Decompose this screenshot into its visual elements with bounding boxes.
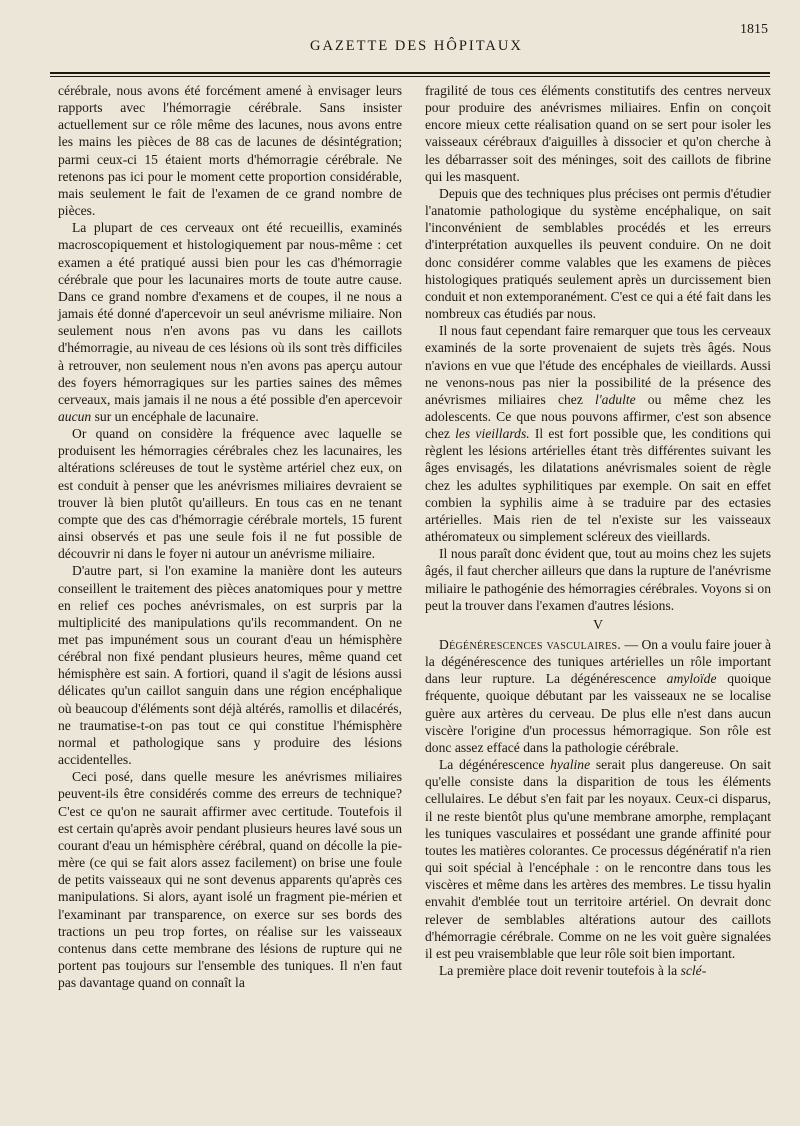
paragraph: Il nous faut cependant faire remarquer que tous les cerveaux examinés de la sorte provenaient de sujets très âgés. Nous n'avions en vue que l'étude des encéphales de vieillards. Aussi ne venons-nous pas nier la possibilité de la présence des anévrismes miliaires chez l'adulte ou même chez les adolescents. Ce que nous pouvons affirmer, c'est son absence chez les vieillards. Il est fort possible que, les conditions qui règlent les lésions artérielles étant très différentes suivant les âges envisagés, les dilatations anévrismales soient de règle chez les adultes syphilitiques par exemple. On sait en effet combien la syphilis aime à se traduire par des ectasies artérielles. Mais rien de tel n'existe sur les vaisseaux athéromateux ou simplement scléreux des vieillards. bbox=[425, 323, 771, 545]
right-column bbox=[425, 82, 771, 979]
paragraph: Or quand on considère la fréquence avec laquelle se produisent les hémorragies cérébrales chez les lacunaires, les altérations scléreuses de tout le système artériel chez eux, on est conduit à penser que les anévrismes miliaires devraient se trouver là bien plutôt qu'ailleurs. En tous cas en ne tenant compte que des cas d'hémorragie cérébrale mortels, 15 furent ainsi observés et pas une seule fois il ne fut possible de découvrir ni dans le foyer ni autour un anévrisme miliaire. bbox=[58, 426, 402, 562]
section-number: V bbox=[593, 616, 603, 632]
section-heading: Dégénérescences vasculaires. bbox=[439, 637, 622, 652]
page-number: 1815 bbox=[740, 22, 768, 37]
paragraph: La plupart de ces cerveaux ont été recueillis, examinés macroscopiquement et histologiquement par nous-même : cet examen a été pratiqué aussi bien pour les cas d'hémorragie cérébrale que pour les lacunaires morts de toute autre cause. Dans ce grand nombre d'examens et de coupes, il ne nous a jamais été donné d'apercevoir un seul anévrisme miliaire. Non seulement nous n'en avons pas vu dans les caillots d'hémorragie, au niveau de ces lésions où ils sont très difficiles à retrouver, non seulement nous n'en avons pas aperçu autour des foyers hémorragiques sur les parties saines des mêmes cerveaux, mais jamais il ne nous a été possible d'en apercevoir aucun sur un encéphale de lacunaire. bbox=[58, 220, 402, 424]
journal-title: GAZETTE DES HÔPITAUX bbox=[310, 38, 523, 54]
paragraph: Dégénérescences vasculaires. — On a voulu faire jouer à la dégénérescence des tuniques artérielles un rôle important dans leur rupture. La dégénérescence amyloïde quoique fréquente, quoique débutant par les vaisseaux ne se localise guère aux artères du cerveau. De plus elle n'est dans aucun viscère l'origine d'un processus hémorragique. Son rôle est donc assez effacé dans la pathologie cérébrale. bbox=[425, 637, 771, 755]
left-column bbox=[58, 82, 402, 991]
paragraph: Il nous paraît donc évident que, tout au moins chez les sujets âgés, il faut chercher ailleurs que dans la rupture de l'anévrisme miliaire le pathogénie des hémorragies cérébrales. Voyons si on peut la trouver dans l'examen d'autres lésions. bbox=[425, 546, 771, 613]
running-head bbox=[40, 18, 778, 58]
header-rule-thin bbox=[50, 76, 770, 77]
paragraph: Depuis que des techniques plus précises ont permis d'étudier l'anatomie pathologique du système encéphalique, on sait l'inconvénient de semblables procédés et les erreurs d'interprétation auxquelles ils peuvent conduire. On ne doit donc considérer comme valables que les examens de pièces histologiques pratiqués seulement après un durcissement bien conduit et non extemporanément. C'est ce qui a été fait dans les nombreux cas étudiés par nous. bbox=[425, 185, 771, 322]
paragraph: cérébrale, nous avons été forcément amené à envisager leurs rapports avec l'hémorragie cérébrale. Sans insister actuellement sur ce rôle même des lacunes, nous avons entre les mains les pièces de 88 cas de lacunes de désintégration; parmi ceux-ci 15 étaient morts d'hémorragie cérébrale. Ne retenons pas ici pour le moment cette proportion considérable, mais seulement le fait de l'examen de ce grand nombre de pièces. bbox=[58, 83, 402, 219]
paragraph: La première place doit revenir toutefois à la sclé- bbox=[439, 962, 707, 978]
paragraph: Ceci posé, dans quelle mesure les anévrismes miliaires peuvent-ils être considérés comme des erreurs de technique? C'est ce qu'on ne saurait affirmer avec certitude. Toutefois il est certain qu'après avoir pendant plusieurs heures lavé sous un courant d'eau un hémisphère cérébral, quand on décolle la pie-mère (ce qui se fait alors assez facilement) on brise une foule de petits vaisseaux qui ne sont devenus apparents qu'après ces manipulations. Si alors, ayant isolé un fragment pie-mérien et l'examinant par transparence, on exerce sur ses bords des tractions un peu trop fortes, on réalise sur les vaisseaux contenus dans cette membrane des lésions de rupture qui ne portent pas toujours sur l'ensemble des tuniques. Il n'en faut pas davantage quand on connaît la bbox=[58, 769, 402, 991]
paragraph: La dégénérescence hyaline serait plus dangereuse. On sait qu'elle consiste dans la disparition de tous les éléments cellulaires. Le début s'en fait par les noyaux. Ceux-ci disparus, il ne reste bientôt plus qu'une membrane amorphe, remplaçant les tuniques vasculaires et possédant une grande affinité pour toutes les matières colorantes. Ce processus dégénératif n'a rien qui soit spécial à l'encéphale : on le rencontre dans tous les viscères et même dans les artères des membres. Le tissu hyalin envahit d'emblée tout un territoire artériel. On devrait donc relever de semblables altérations autour des caillots d'hémorragie cérébrale. Comme on ne les voit guère signalées il est peu vraisemblable que leur rôle soit bien important. bbox=[425, 757, 771, 961]
header-rule bbox=[50, 72, 770, 74]
paragraph: fragilité de tous ces éléments constitutifs des centres nerveux pour produire des anévrismes miliaires. Enfin on conçoit encore mieux cette réalisation quand on se sert pour isoler les vaisseaux cérébraux d'aiguilles à dissocier et qu'on cherche à les débarrasser soit des méninges, soit des caillots de fibrine qui les masquent. bbox=[425, 83, 771, 184]
paragraph: D'autre part, si l'on examine la manière dont les auteurs conseillent le traitement des pièces anatomiques pour y mettre en relief ces poches anévrismales, on est surpris par la multiplicité des manipulations qu'ils recommandent. On ne met pas impunément sous un courant d'eau un hémisphère cérébral non fixé pendant plusieurs heures, même quand cet hémisphère est sain. A fortiori, quand il s'agit de lésions aussi délicates qu'un caillot sanguin dans une région encéphalique où beaucoup d'éléments sont déjà altérés, ramollis et dilacérés, ne traumatise-t-on pas tout ce qui constitue l'hémisphère normal et pathologique sans y produire des lésions accidentelles. bbox=[58, 563, 402, 768]
